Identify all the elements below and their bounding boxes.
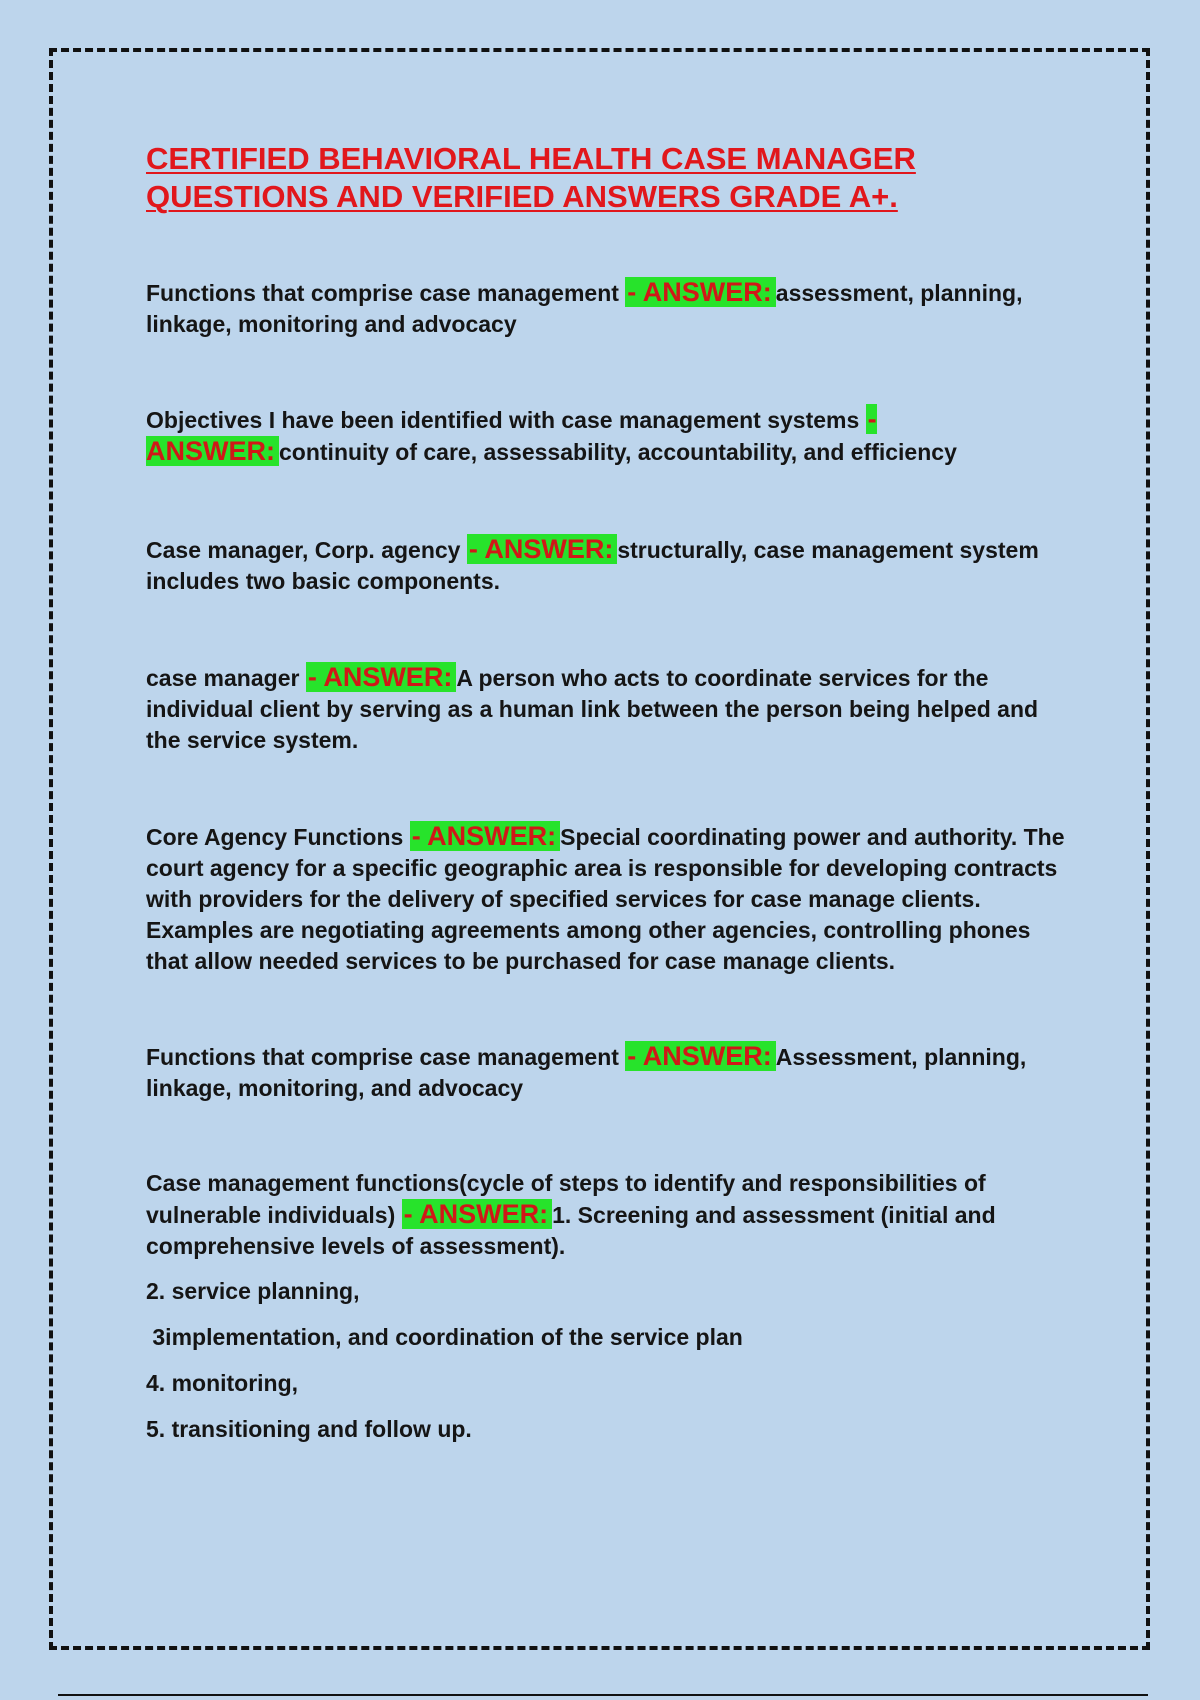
step-line-5: 5. transitioning and follow up.	[146, 1416, 472, 1442]
answer-marker: - ANSWER:	[402, 1199, 552, 1229]
question-text: Core Agency Functions	[146, 824, 410, 850]
step-line-3: 3implementation, and coordination of the service plan	[146, 1324, 743, 1350]
question-text: Functions that comprise case management	[146, 1044, 626, 1070]
answer-text: continuity of care, assessability, accountability, and efficiency	[279, 439, 957, 465]
qa-item-3	[146, 534, 1066, 597]
question-text: Case manager, Corp. agency	[146, 537, 467, 563]
qa-item-5	[146, 821, 1066, 977]
question-text: Functions that comprise case management	[146, 280, 626, 306]
question-text: Objectives I have been identified with case management systems	[146, 407, 866, 433]
step-line-4: 4. monitoring,	[146, 1370, 299, 1396]
answer-marker: - ANSWER:	[410, 821, 560, 851]
question-text: case manager	[146, 665, 306, 691]
qa-item-7	[146, 1168, 1066, 1262]
answer-text: Special coordinating power and authority. The court agency for a specific geographic area is responsible for developing contracts with providers for the delivery of specified services for case manage clients. Examples are negotiating agreements among other agencies, controlling phones that allow needed services to be purchased for case manage clients.	[146, 824, 1065, 974]
answer-text: assessment, planning, linkage, monitoring and advocacy	[146, 280, 1023, 337]
question-text: Case management functions(cycle of steps to identify and responsibilities of vulnerable individuals)	[146, 1170, 986, 1228]
answer-marker: - ANSWER:	[625, 1041, 775, 1071]
answer-marker: - ANSWER:	[467, 534, 617, 564]
answer-marker: - ANSWER:	[146, 404, 877, 466]
answer-text: 1. Screening and assessment (initial and comprehensive levels of assessment).	[146, 1202, 996, 1259]
qa-item-4	[146, 662, 1066, 756]
answer-marker: - ANSWER:	[625, 277, 775, 307]
answer-text: structurally, case management system includes two basic components.	[146, 537, 1039, 594]
answer-text: Assessment, planning, linkage, monitoring, and advocacy	[146, 1044, 1027, 1101]
step-line-2: 2. service planning,	[146, 1278, 360, 1304]
title-line-2: QUESTIONS AND VERIFIED ANSWERS GRADE A+.	[146, 179, 898, 214]
title-line-1: CERTIFIED BEHAVIORAL HEALTH CASE MANAGER	[146, 141, 916, 176]
bottom-rule	[58, 1694, 1148, 1696]
qa-item-6	[146, 1041, 1066, 1104]
answer-text: A person who acts to coordinate services for the individual client by serving as a human link between the person being helped and the service system.	[146, 665, 1039, 753]
document-title	[146, 140, 1066, 216]
qa-item-2	[146, 404, 1066, 468]
answer-marker: - ANSWER:	[306, 662, 456, 692]
document-body	[146, 140, 1066, 1445]
qa-item-1	[146, 277, 1066, 340]
